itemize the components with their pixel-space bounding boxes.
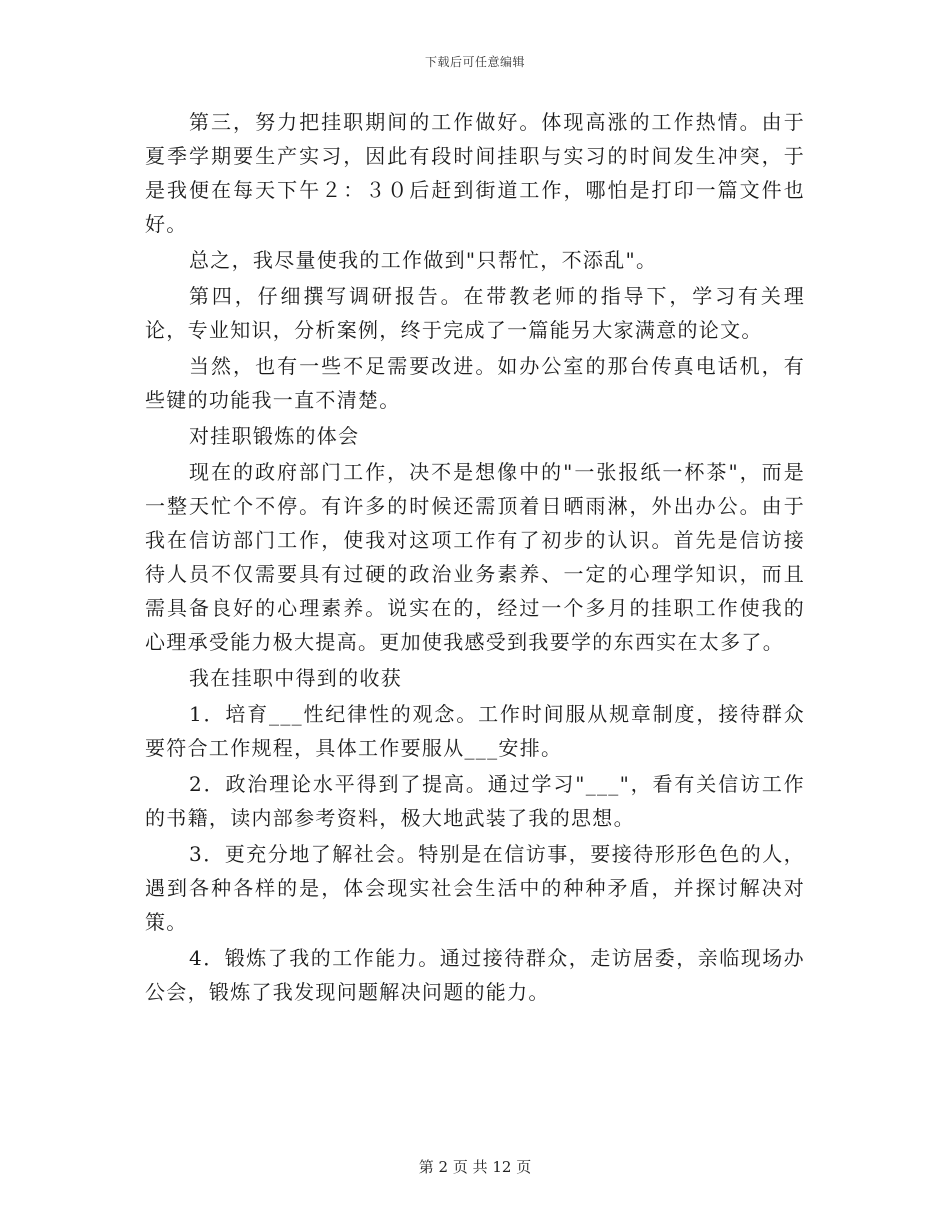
page-header: 下载后可任意编辑 [424, 55, 525, 69]
list-item-gain-4: 4．锻炼了我的工作能力。通过接待群众，走访居委，亲临现场办公会，锻炼了我发现问题解决问题的能力。 [145, 946, 805, 1004]
section-heading-experience: 对挂职锻炼的体会 [189, 424, 360, 448]
list-item-gain-3: 3．更充分地了解社会。特别是在信访事，要接待形形色色的人，遇到各种各样的是，体会现实社会生活中的种种矛盾，并探讨解决对策。 [145, 842, 805, 934]
paragraph-fourth-point: 第四，仔细撰写调研报告。在带教老师的指导下，学习有关理论，专业知识，分析案例，终于完成了一篇能另大家满意的论文。 [145, 284, 805, 342]
paragraph-third-point: 第三，努力把挂职期间的工作做好。体现高涨的工作热情。由于夏季学期要生产实习，因此有段时间挂职与实习的时间发生冲突，于是我便在每天下午２：３０后赶到街道工作，哪怕是打印一篇文件也好。 [145, 110, 805, 236]
list-item-gain-2: 2．政治理论水平得到了提高。通过学习"___"，看有关信访工作的书籍，读内部参考资料，极大地武装了我的思想。 [145, 772, 805, 830]
document-body [145, 105, 805, 1011]
paragraph-experience: 现在的政府部门工作，决不是想像中的"一张报纸一杯茶"，而是一整天忙个不停。有许多的时候还需顶着日晒雨淋，外出办公。由于我在信访部门工作，使我对这项工作有了初步的认识。首先是信访接待人员不仅需要具有过硬的政治业务素养、一定的心理学知识，而且需具备良好的心理素养。说实在的，经过一个多月的挂职工作使我的心理承受能力极大提高。更加使我感受到我要学的东西实在太多了。 [145, 460, 805, 654]
page-number-footer: 第 2 页 共 12 页 [418, 1158, 532, 1176]
paragraph-summary: 总之，我尽量使我的工作做到"只帮忙，不添乱"。 [189, 248, 658, 272]
list-item-gain-1: 1．培育___性纪律性的观念。工作时间服从规章制度，接待群众要符合工作规程，具体工作要服从___安排。 [145, 702, 805, 760]
paragraph-shortcomings: 当然，也有一些不足需要改进。如办公室的那台传真电话机，有些键的功能我一直不清楚。 [145, 354, 805, 412]
section-heading-gains: 我在挂职中得到的收获 [189, 666, 402, 690]
